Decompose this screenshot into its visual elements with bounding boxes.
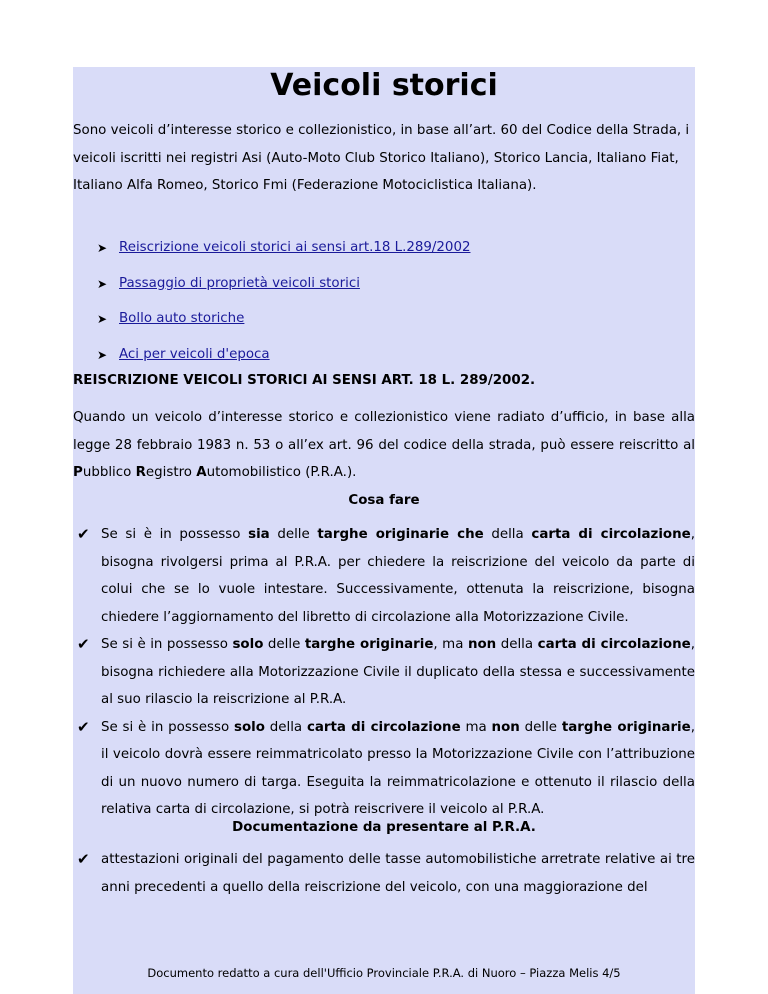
cosa-fare-heading: Cosa fare	[348, 493, 420, 508]
document-page	[73, 67, 695, 994]
check-bullet-icon: ✔	[77, 850, 90, 868]
section-heading: REISCRIZIONE VEICOLI STORICI AI SENSI ART. 18 L. 289/2002.	[73, 373, 536, 388]
link-passaggio-proprieta[interactable]: Passaggio di proprietà veicoli storici	[119, 275, 360, 291]
link-bollo-auto[interactable]: Bollo auto storiche	[119, 311, 245, 326]
page-title: Veicoli storici	[270, 68, 498, 103]
list-item: ✔ attestazioni originali del pagamento delle tasse automobilistiche arretrate relative ai tre anni precedenti a quello della reiscrizione del veicolo, con una maggiorazione del	[73, 846, 695, 901]
link-aci-epoca[interactable]: Aci per veicoli d'epoca	[119, 346, 270, 362]
check-bullet-icon: ✔	[77, 635, 90, 653]
arrow-bullet-icon: ➤	[97, 347, 108, 362]
arrow-bullet-icon: ➤	[97, 276, 108, 291]
list-item	[97, 239, 687, 275]
page-footer: Documento redatto a cura dell'Ufficio Provinciale P.R.A. di Nuoro – Piazza Melis 4/5	[147, 966, 621, 980]
documentazione-list	[73, 846, 695, 901]
link-list	[97, 239, 687, 381]
section-paragraph: Quando un veicolo d’interesse storico e collezionistico viene radiato d’ufficio, in base alla legge 28 febbraio 1983 n. 53 o all’ex art. 96 del codice della strada, può essere reiscritto al Pubblico Registro Automobilistico (P.R.A.).	[73, 410, 695, 480]
list-item: ✔ Se si è in possesso solo della carta di circolazione ma non delle targhe originarie, il veicolo dovrà essere reimmatricolato presso la Motorizzazione Civile con l’attribuzione di un nuovo numero di targa. Eseguita la reimmatricolazione e ottenuto il rilascio della relativa carta di circolazione, si potrà reiscrivere il veicolo al P.R.A.	[73, 714, 695, 824]
list-item: ✔ Se si è in possesso solo delle targhe originarie, ma non della carta di circolazione, bisogna richiedere alla Motorizzazione Civile il duplicato della stessa e successivamente al suo rilascio la reiscrizione al P.R.A.	[73, 631, 695, 714]
check-bullet-icon: ✔	[77, 525, 90, 543]
link-reiscrizione[interactable]: Reiscrizione veicoli storici ai sensi art.18 L.289/2002	[119, 240, 471, 255]
arrow-bullet-icon: ➤	[97, 241, 108, 255]
arrow-bullet-icon: ➤	[97, 312, 108, 326]
intro-paragraph: Sono veicoli d’interesse storico e collezionistico, in base all’art. 60 del Codice della Strada, i veicoli iscritti nei registri Asi (Auto-Moto Club Storico Italiano), Storico Lancia, Italiano Fiat, Italiano Alfa Romeo, Storico Fmi (Federazione Motociclistica Italiana).	[73, 123, 690, 193]
documentazione-heading: Documentazione da presentare al P.R.A.	[232, 820, 536, 835]
list-item	[97, 310, 687, 346]
list-item	[97, 275, 687, 311]
cosa-fare-list	[73, 521, 695, 824]
list-item: ✔ Se si è in possesso sia delle targhe originarie che della carta di circolazione, bisogna rivolgersi prima al P.R.A. per chiedere la reiscrizione del veicolo da parte di colui che se lo vuole intestare. Successivamente, ottenuta la reiscrizione, bisogna chiedere l’aggiornamento del libretto di circolazione alla Motorizzazione Civile.	[73, 521, 695, 631]
check-bullet-icon: ✔	[77, 717, 90, 736]
